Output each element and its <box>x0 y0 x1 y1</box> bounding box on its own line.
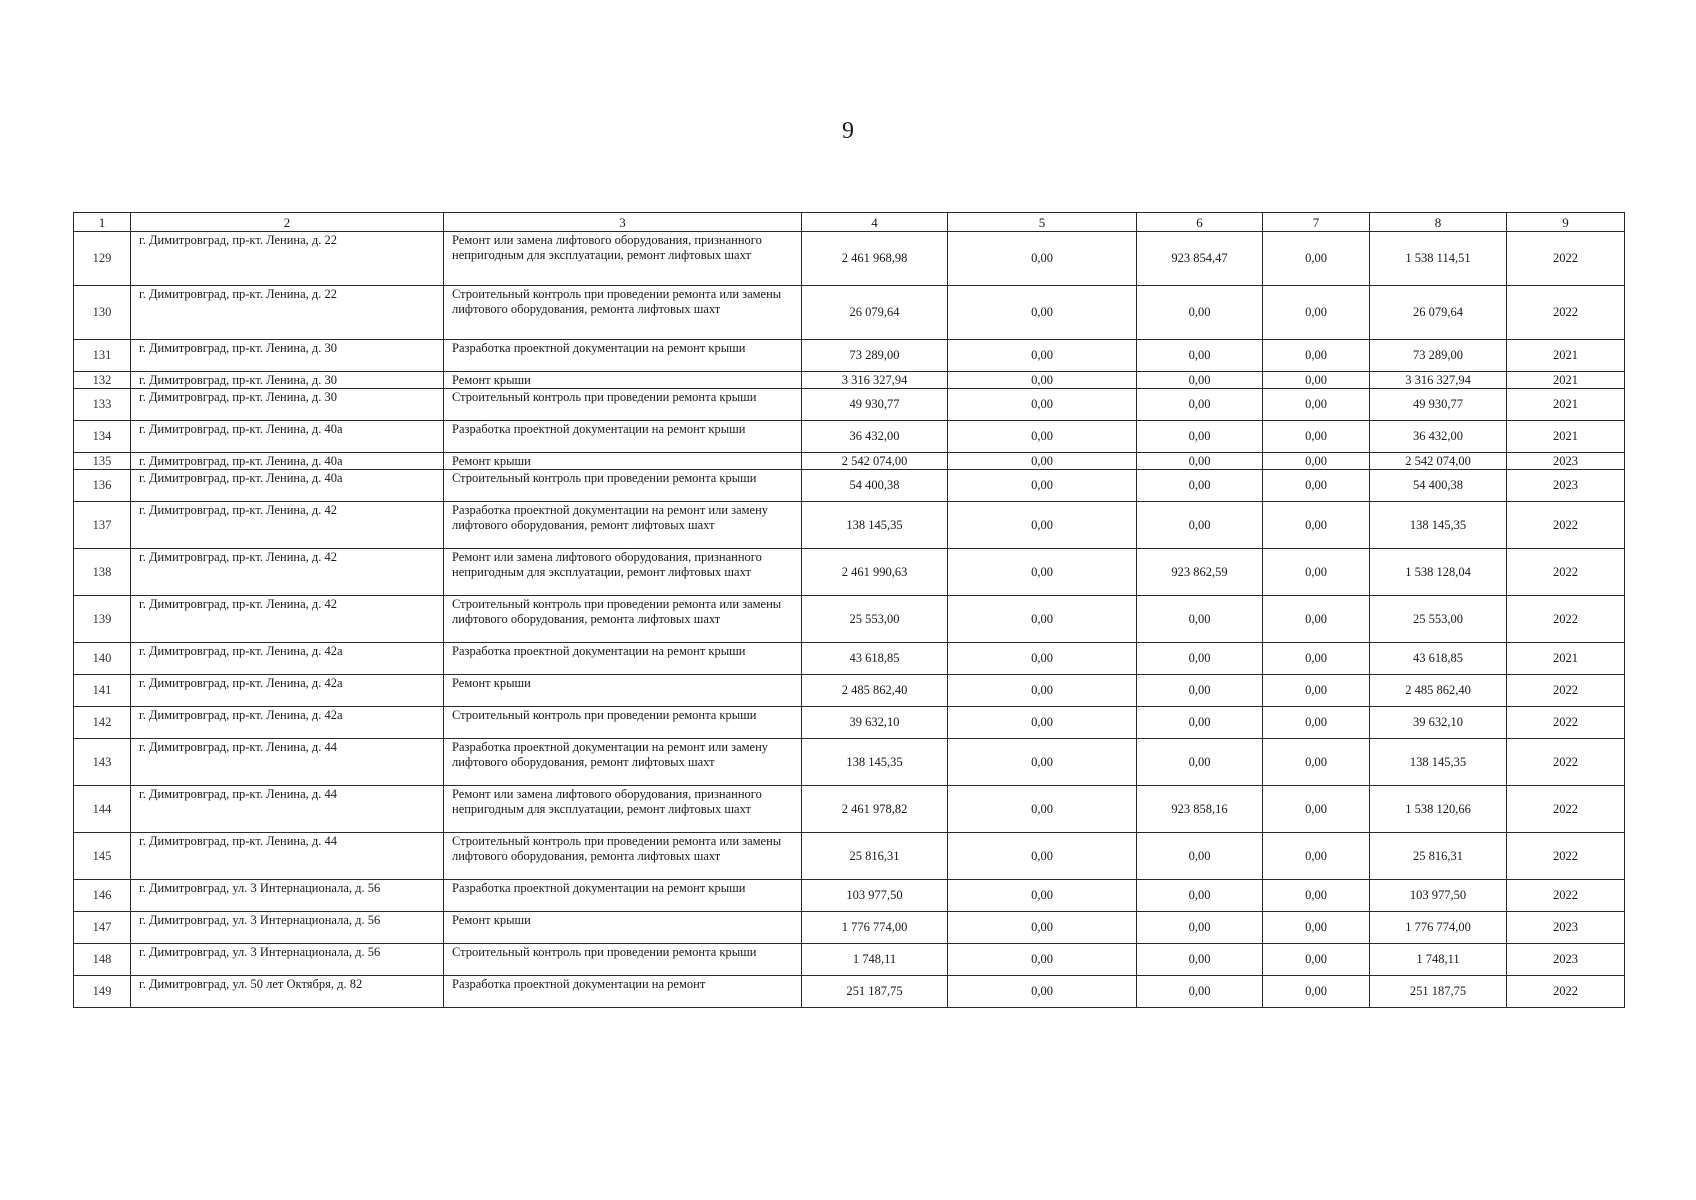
column-6-cell: 0,00 <box>1137 453 1263 470</box>
work-type-cell: Строительный контроль при проведении ремонта крыши <box>444 389 802 421</box>
address-cell: г. Димитровград, пр-кт. Ленина, д. 22 <box>131 232 444 286</box>
work-type-cell: Разработка проектной документации на ремонт <box>444 976 802 1008</box>
column-header: 6 <box>1137 213 1263 232</box>
address-cell: г. Димитровград, пр-кт. Ленина, д. 40а <box>131 421 444 453</box>
column-6-cell: 0,00 <box>1137 833 1263 880</box>
year-cell: 2023 <box>1507 912 1625 944</box>
page-number: 9 <box>842 118 854 144</box>
column-7-cell: 0,00 <box>1263 976 1370 1008</box>
work-type-cell: Разработка проектной документации на ремонт крыши <box>444 643 802 675</box>
column-5-cell: 0,00 <box>948 286 1137 340</box>
year-cell: 2022 <box>1507 675 1625 707</box>
total-cost-cell: 1 776 774,00 <box>802 912 948 944</box>
address-cell: г. Димитровград, пр-кт. Ленина, д. 22 <box>131 286 444 340</box>
address-cell: г. Димитровград, пр-кт. Ленина, д. 42а <box>131 675 444 707</box>
column-8-cell: 1 538 114,51 <box>1370 232 1507 286</box>
row-number-cell: 141 <box>74 675 131 707</box>
column-8-cell: 2 542 074,00 <box>1370 453 1507 470</box>
column-8-cell: 36 432,00 <box>1370 421 1507 453</box>
total-cost-cell: 2 485 862,40 <box>802 675 948 707</box>
column-header: 3 <box>444 213 802 232</box>
column-5-cell: 0,00 <box>948 880 1137 912</box>
table-row <box>74 739 1625 786</box>
works-table <box>73 212 1625 1008</box>
column-5-cell: 0,00 <box>948 470 1137 502</box>
column-8-cell: 138 145,35 <box>1370 502 1507 549</box>
table-row <box>74 502 1625 549</box>
column-6-cell: 0,00 <box>1137 340 1263 372</box>
column-8-cell: 1 538 120,66 <box>1370 786 1507 833</box>
work-type-cell: Строительный контроль при проведении ремонта крыши <box>444 944 802 976</box>
table-row <box>74 372 1625 389</box>
year-cell: 2022 <box>1507 286 1625 340</box>
column-5-cell: 0,00 <box>948 707 1137 739</box>
column-header: 7 <box>1263 213 1370 232</box>
table-row <box>74 389 1625 421</box>
table-row <box>74 470 1625 502</box>
work-type-cell: Ремонт крыши <box>444 675 802 707</box>
row-number-cell: 145 <box>74 833 131 880</box>
row-number-cell: 138 <box>74 549 131 596</box>
column-7-cell: 0,00 <box>1263 596 1370 643</box>
column-7-cell: 0,00 <box>1263 549 1370 596</box>
column-7-cell: 0,00 <box>1263 675 1370 707</box>
column-8-cell: 251 187,75 <box>1370 976 1507 1008</box>
work-type-cell: Строительный контроль при проведении ремонта или замены лифтового оборудования, ремонта лифтовых шахт <box>444 596 802 643</box>
column-5-cell: 0,00 <box>948 340 1137 372</box>
column-6-cell: 0,00 <box>1137 502 1263 549</box>
column-6-cell: 0,00 <box>1137 739 1263 786</box>
column-header: 2 <box>131 213 444 232</box>
work-type-cell: Ремонт крыши <box>444 453 802 470</box>
column-header: 4 <box>802 213 948 232</box>
total-cost-cell: 73 289,00 <box>802 340 948 372</box>
address-cell: г. Димитровград, ул. 50 лет Октября, д. 82 <box>131 976 444 1008</box>
total-cost-cell: 2 461 990,63 <box>802 549 948 596</box>
table-row <box>74 833 1625 880</box>
row-number-cell: 134 <box>74 421 131 453</box>
address-cell: г. Димитровград, пр-кт. Ленина, д. 44 <box>131 739 444 786</box>
column-5-cell: 0,00 <box>948 944 1137 976</box>
table-row <box>74 340 1625 372</box>
address-cell: г. Димитровград, пр-кт. Ленина, д. 40а <box>131 453 444 470</box>
row-number-cell: 149 <box>74 976 131 1008</box>
table-row <box>74 643 1625 675</box>
column-5-cell: 0,00 <box>948 453 1137 470</box>
column-8-cell: 1 776 774,00 <box>1370 912 1507 944</box>
row-number-cell: 136 <box>74 470 131 502</box>
row-number-cell: 147 <box>74 912 131 944</box>
column-header: 5 <box>948 213 1137 232</box>
total-cost-cell: 25 553,00 <box>802 596 948 643</box>
column-5-cell: 0,00 <box>948 596 1137 643</box>
table-row <box>74 880 1625 912</box>
row-number-cell: 148 <box>74 944 131 976</box>
row-number-cell: 140 <box>74 643 131 675</box>
works-table-container <box>73 212 1624 1008</box>
year-cell: 2021 <box>1507 372 1625 389</box>
column-8-cell: 26 079,64 <box>1370 286 1507 340</box>
work-type-cell: Строительный контроль при проведении ремонта крыши <box>444 470 802 502</box>
table-body <box>74 232 1625 1008</box>
column-7-cell: 0,00 <box>1263 453 1370 470</box>
column-6-cell: 923 858,16 <box>1137 786 1263 833</box>
work-type-cell: Ремонт или замена лифтового оборудования, признанного непригодным для эксплуатации, ремонт лифтовых шахт <box>444 232 802 286</box>
column-7-cell: 0,00 <box>1263 389 1370 421</box>
column-7-cell: 0,00 <box>1263 372 1370 389</box>
column-6-cell: 0,00 <box>1137 643 1263 675</box>
table-row <box>74 421 1625 453</box>
column-5-cell: 0,00 <box>948 502 1137 549</box>
total-cost-cell: 26 079,64 <box>802 286 948 340</box>
column-5-cell: 0,00 <box>948 786 1137 833</box>
column-6-cell: 0,00 <box>1137 470 1263 502</box>
address-cell: г. Димитровград, пр-кт. Ленина, д. 40а <box>131 470 444 502</box>
year-cell: 2022 <box>1507 232 1625 286</box>
year-cell: 2022 <box>1507 502 1625 549</box>
column-5-cell: 0,00 <box>948 643 1137 675</box>
total-cost-cell: 43 618,85 <box>802 643 948 675</box>
column-7-cell: 0,00 <box>1263 880 1370 912</box>
year-cell: 2022 <box>1507 739 1625 786</box>
table-header <box>74 213 1625 232</box>
year-cell: 2022 <box>1507 833 1625 880</box>
column-6-cell: 0,00 <box>1137 707 1263 739</box>
column-5-cell: 0,00 <box>948 421 1137 453</box>
column-6-cell: 0,00 <box>1137 675 1263 707</box>
column-6-cell: 0,00 <box>1137 421 1263 453</box>
address-cell: г. Димитровград, пр-кт. Ленина, д. 42а <box>131 707 444 739</box>
column-7-cell: 0,00 <box>1263 707 1370 739</box>
table-row <box>74 707 1625 739</box>
column-7-cell: 0,00 <box>1263 944 1370 976</box>
column-6-cell: 0,00 <box>1137 880 1263 912</box>
column-5-cell: 0,00 <box>948 739 1137 786</box>
address-cell: г. Димитровград, пр-кт. Ленина, д. 42 <box>131 596 444 643</box>
column-7-cell: 0,00 <box>1263 232 1370 286</box>
work-type-cell: Разработка проектной документации на ремонт крыши <box>444 340 802 372</box>
column-8-cell: 43 618,85 <box>1370 643 1507 675</box>
total-cost-cell: 138 145,35 <box>802 502 948 549</box>
total-cost-cell: 138 145,35 <box>802 739 948 786</box>
table-row <box>74 232 1625 286</box>
total-cost-cell: 1 748,11 <box>802 944 948 976</box>
column-7-cell: 0,00 <box>1263 421 1370 453</box>
table-row <box>74 912 1625 944</box>
row-number-cell: 146 <box>74 880 131 912</box>
row-number-cell: 144 <box>74 786 131 833</box>
column-5-cell: 0,00 <box>948 549 1137 596</box>
column-7-cell: 0,00 <box>1263 502 1370 549</box>
column-8-cell: 39 632,10 <box>1370 707 1507 739</box>
column-8-cell: 73 289,00 <box>1370 340 1507 372</box>
year-cell: 2023 <box>1507 453 1625 470</box>
row-number-cell: 139 <box>74 596 131 643</box>
column-6-cell: 923 862,59 <box>1137 549 1263 596</box>
work-type-cell: Разработка проектной документации на ремонт крыши <box>444 421 802 453</box>
total-cost-cell: 36 432,00 <box>802 421 948 453</box>
table-row <box>74 549 1625 596</box>
address-cell: г. Димитровград, пр-кт. Ленина, д. 44 <box>131 786 444 833</box>
column-6-cell: 0,00 <box>1137 912 1263 944</box>
total-cost-cell: 103 977,50 <box>802 880 948 912</box>
work-type-cell: Разработка проектной документации на ремонт или замену лифтового оборудования, ремонт лифтовых шахт <box>444 502 802 549</box>
column-5-cell: 0,00 <box>948 675 1137 707</box>
column-5-cell: 0,00 <box>948 976 1137 1008</box>
total-cost-cell: 2 461 978,82 <box>802 786 948 833</box>
table-row <box>74 944 1625 976</box>
row-number-cell: 133 <box>74 389 131 421</box>
column-6-cell: 0,00 <box>1137 944 1263 976</box>
address-cell: г. Димитровград, пр-кт. Ленина, д. 44 <box>131 833 444 880</box>
total-cost-cell: 39 632,10 <box>802 707 948 739</box>
column-5-cell: 0,00 <box>948 389 1137 421</box>
address-cell: г. Димитровград, ул. 3 Интернационала, д. 56 <box>131 880 444 912</box>
year-cell: 2022 <box>1507 549 1625 596</box>
year-cell: 2021 <box>1507 643 1625 675</box>
column-8-cell: 103 977,50 <box>1370 880 1507 912</box>
year-cell: 2023 <box>1507 944 1625 976</box>
column-header: 8 <box>1370 213 1507 232</box>
work-type-cell: Строительный контроль при проведении ремонта или замены лифтового оборудования, ремонта лифтовых шахт <box>444 833 802 880</box>
column-7-cell: 0,00 <box>1263 739 1370 786</box>
year-cell: 2022 <box>1507 596 1625 643</box>
column-8-cell: 1 538 128,04 <box>1370 549 1507 596</box>
work-type-cell: Ремонт или замена лифтового оборудования, признанного непригодным для эксплуатации, ремонт лифтовых шахт <box>444 549 802 596</box>
column-5-cell: 0,00 <box>948 833 1137 880</box>
address-cell: г. Димитровград, пр-кт. Ленина, д. 42 <box>131 549 444 596</box>
column-6-cell: 0,00 <box>1137 286 1263 340</box>
column-7-cell: 0,00 <box>1263 470 1370 502</box>
address-cell: г. Димитровград, ул. 3 Интернационала, д. 56 <box>131 944 444 976</box>
year-cell: 2022 <box>1507 707 1625 739</box>
column-6-cell: 0,00 <box>1137 596 1263 643</box>
year-cell: 2022 <box>1507 786 1625 833</box>
work-type-cell: Ремонт крыши <box>444 372 802 389</box>
address-cell: г. Димитровград, пр-кт. Ленина, д. 30 <box>131 372 444 389</box>
column-6-cell: 923 854,47 <box>1137 232 1263 286</box>
total-cost-cell: 25 816,31 <box>802 833 948 880</box>
column-7-cell: 0,00 <box>1263 286 1370 340</box>
column-8-cell: 25 553,00 <box>1370 596 1507 643</box>
column-6-cell: 0,00 <box>1137 372 1263 389</box>
row-number-cell: 132 <box>74 372 131 389</box>
column-7-cell: 0,00 <box>1263 786 1370 833</box>
row-number-cell: 129 <box>74 232 131 286</box>
column-5-cell: 0,00 <box>948 232 1137 286</box>
column-7-cell: 0,00 <box>1263 912 1370 944</box>
row-number-cell: 130 <box>74 286 131 340</box>
work-type-cell: Ремонт крыши <box>444 912 802 944</box>
work-type-cell: Строительный контроль при проведении ремонта крыши <box>444 707 802 739</box>
table-row <box>74 675 1625 707</box>
column-6-cell: 0,00 <box>1137 389 1263 421</box>
total-cost-cell: 54 400,38 <box>802 470 948 502</box>
row-number-cell: 135 <box>74 453 131 470</box>
year-cell: 2021 <box>1507 421 1625 453</box>
column-8-cell: 54 400,38 <box>1370 470 1507 502</box>
work-type-cell: Разработка проектной документации на ремонт или замену лифтового оборудования, ремонт лифтовых шахт <box>444 739 802 786</box>
column-6-cell: 0,00 <box>1137 976 1263 1008</box>
column-8-cell: 138 145,35 <box>1370 739 1507 786</box>
table-row <box>74 976 1625 1008</box>
work-type-cell: Разработка проектной документации на ремонт крыши <box>444 880 802 912</box>
row-number-cell: 131 <box>74 340 131 372</box>
year-cell: 2022 <box>1507 880 1625 912</box>
column-5-cell: 0,00 <box>948 372 1137 389</box>
table-row <box>74 286 1625 340</box>
work-type-cell: Ремонт или замена лифтового оборудования, признанного непригодным для эксплуатации, ремонт лифтовых шахт <box>444 786 802 833</box>
total-cost-cell: 2 542 074,00 <box>802 453 948 470</box>
total-cost-cell: 49 930,77 <box>802 389 948 421</box>
table-row <box>74 596 1625 643</box>
column-8-cell: 1 748,11 <box>1370 944 1507 976</box>
year-cell: 2021 <box>1507 389 1625 421</box>
column-header: 1 <box>74 213 131 232</box>
column-header: 9 <box>1507 213 1625 232</box>
year-cell: 2022 <box>1507 976 1625 1008</box>
address-cell: г. Димитровград, пр-кт. Ленина, д. 42а <box>131 643 444 675</box>
table-row <box>74 786 1625 833</box>
table-row <box>74 453 1625 470</box>
total-cost-cell: 251 187,75 <box>802 976 948 1008</box>
column-8-cell: 25 816,31 <box>1370 833 1507 880</box>
year-cell: 2021 <box>1507 340 1625 372</box>
column-8-cell: 2 485 862,40 <box>1370 675 1507 707</box>
address-cell: г. Димитровград, пр-кт. Ленина, д. 42 <box>131 502 444 549</box>
row-number-cell: 142 <box>74 707 131 739</box>
total-cost-cell: 2 461 968,98 <box>802 232 948 286</box>
address-cell: г. Димитровград, пр-кт. Ленина, д. 30 <box>131 389 444 421</box>
column-8-cell: 49 930,77 <box>1370 389 1507 421</box>
row-number-cell: 143 <box>74 739 131 786</box>
column-7-cell: 0,00 <box>1263 643 1370 675</box>
year-cell: 2023 <box>1507 470 1625 502</box>
column-7-cell: 0,00 <box>1263 833 1370 880</box>
address-cell: г. Димитровград, ул. 3 Интернационала, д. 56 <box>131 912 444 944</box>
row-number-cell: 137 <box>74 502 131 549</box>
work-type-cell: Строительный контроль при проведении ремонта или замены лифтового оборудования, ремонта лифтовых шахт <box>444 286 802 340</box>
column-5-cell: 0,00 <box>948 912 1137 944</box>
address-cell: г. Димитровград, пр-кт. Ленина, д. 30 <box>131 340 444 372</box>
column-7-cell: 0,00 <box>1263 340 1370 372</box>
total-cost-cell: 3 316 327,94 <box>802 372 948 389</box>
column-8-cell: 3 316 327,94 <box>1370 372 1507 389</box>
